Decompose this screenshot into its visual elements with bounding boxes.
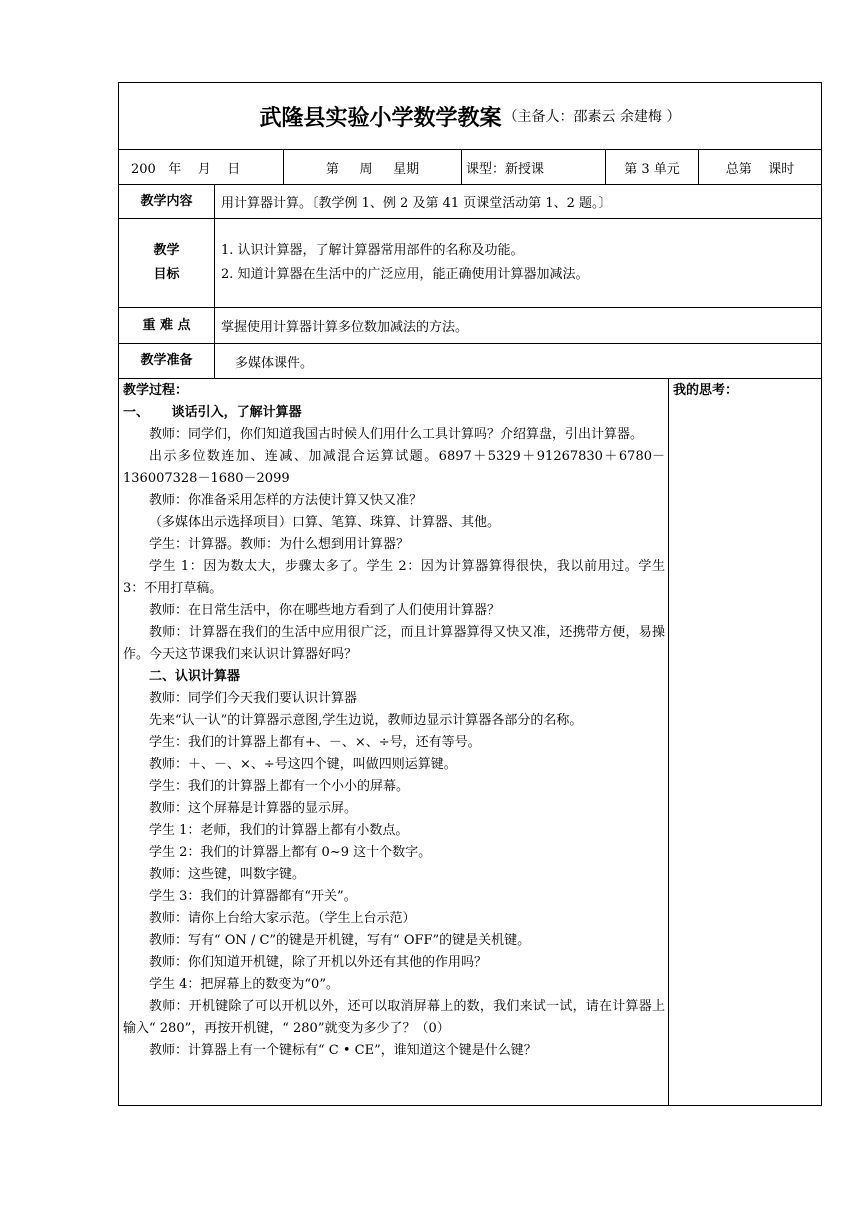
paragraph: 教师：开机键除了可以开机以外，还可以取消屏幕上的数，我们来试一试，请在计算器上输入“ 280”，再按开机键，“ 280”就变为多少了？（0） bbox=[123, 999, 665, 1036]
objectives-label bbox=[119, 219, 215, 307]
lesson-type-cell: 课型：新授课 bbox=[462, 150, 606, 184]
key-points-value: 掌握使用计算器计算多位数加减法的方法。 bbox=[221, 320, 469, 335]
paragraph: 先来“认一认”的计算器示意图,学生边说，教师边显示计算器各部分的名称。 bbox=[149, 713, 583, 728]
lesson-plan-table bbox=[118, 82, 822, 1106]
section-heading: 一、 谈话引入，了解计算器 bbox=[123, 405, 302, 420]
key-points-label: 重 难 点 bbox=[119, 308, 215, 343]
paragraph: 教师：写有“ ON / C”的键是开机键，写有“ OFF”的键是关机键。 bbox=[149, 933, 531, 948]
objective-item: 2. 知道计算器在生活中的广泛应用，能正确使用计算器加减法。 bbox=[221, 267, 589, 282]
meta-row bbox=[119, 150, 821, 185]
key-points-row bbox=[119, 308, 821, 344]
reflection-heading: 我的思考： bbox=[673, 383, 739, 398]
unit-cell: 第 3 单元 bbox=[606, 150, 699, 184]
date-cell: 200 年 月 日 bbox=[119, 150, 284, 184]
paragraph: 学生 3：我们的计算器都有“开关”。 bbox=[149, 889, 357, 904]
paragraph: 学生 4：把屏幕上的数变为“0”。 bbox=[149, 977, 339, 992]
preparation-value: 多媒体课件。 bbox=[235, 355, 314, 371]
paragraph: 教师：你准备采用怎样的方法使计算又快又准？ bbox=[149, 493, 423, 508]
paragraph: 学生 1：因为数太大，步骤太多了。学生 2：因为计算器算得很快，我以前用过。学生 3：不用打草稿。 bbox=[123, 559, 665, 596]
paragraph: 教师：这些键，叫数字键。 bbox=[149, 867, 306, 882]
paragraph: 学生 1：老师，我们的计算器上都有小数点。 bbox=[149, 823, 409, 838]
paragraph: 教师：计算器在我们的生活中应用很广泛，而且计算器算得又快又准，还携带方便，易操作。今天这节课我们来认识计算器好吗？ bbox=[123, 625, 665, 662]
paragraph: 教师：计算器上有一个键标有“ C • CE”，谁知道这个键是什么键？ bbox=[149, 1043, 537, 1058]
objectives-row bbox=[119, 219, 821, 308]
preparation-row bbox=[119, 344, 821, 379]
process-content bbox=[119, 379, 669, 1105]
preparation-label: 教学准备 bbox=[119, 344, 215, 378]
content-label: 教学内容 bbox=[119, 185, 215, 218]
paragraph: 学生：我们的计算器上都有+、－、×、÷号，还有等号。 bbox=[149, 735, 481, 750]
paragraph: 学生：我们的计算器上都有一个小小的屏幕。 bbox=[149, 779, 410, 794]
week-cell: 第 周 星期 bbox=[284, 150, 462, 184]
paragraph: 教师：这个屏幕是计算器的显示屏。 bbox=[149, 801, 358, 816]
page-title: 武隆县实验小学数学教案 bbox=[259, 105, 502, 131]
section-heading: 二、认识计算器 bbox=[149, 669, 241, 684]
objectives-label-line2: 目标 bbox=[153, 267, 180, 282]
objective-item: 1. 认识计算器，了解计算器常用部件的名称及功能。 bbox=[221, 243, 524, 258]
process-heading: 教学过程： bbox=[123, 383, 189, 398]
paragraph: 学生：计算器。教师：为什么想到用计算器？ bbox=[149, 537, 410, 552]
paragraph: 出示多位数连加、连减、加减混合运算试题。6897＋5329＋91267830＋6780－136007328－1680－2099 bbox=[123, 449, 665, 486]
content-value: 用计算器计算。〔教学例 1、例 2 及第 41 页课堂活动第 1、2 题。〕 bbox=[221, 196, 612, 211]
reflection-column bbox=[669, 379, 821, 1105]
paragraph: 教师：在日常生活中，你在哪些地方看到了人们使用计算器？ bbox=[149, 603, 501, 618]
paragraph: 教师：同学们，你们知道我国古时候人们用什么工具计算吗？介绍算盘，引出计算器。 bbox=[149, 427, 644, 442]
content-row bbox=[119, 185, 821, 219]
paragraph: （多媒体出示选择项目）口算、笔算、珠算、计算器、其他。 bbox=[149, 515, 501, 530]
paragraph: 教师：你们知道开机键，除了开机以外还有其他的作用吗？ bbox=[149, 955, 488, 970]
objectives-value bbox=[215, 219, 821, 307]
preparers: （主备人：邵素云 余建梅 ） bbox=[503, 109, 681, 125]
process-row bbox=[119, 379, 821, 1105]
objectives-label-line1: 教学 bbox=[153, 243, 180, 258]
paragraph: 教师：同学们今天我们要认识计算器 bbox=[149, 691, 358, 706]
period-cell: 总第 课时 bbox=[725, 161, 795, 177]
paragraph: 学生 2：我们的计算器上都有 0~9 这十个数字。 bbox=[149, 845, 432, 860]
paragraph: 教师：请你上台给大家示范。（学生上台示范） bbox=[149, 911, 416, 926]
title-row bbox=[119, 83, 821, 150]
paragraph: 教师：＋、－、×、÷号这四个键，叫做四则运算键。 bbox=[149, 757, 457, 772]
